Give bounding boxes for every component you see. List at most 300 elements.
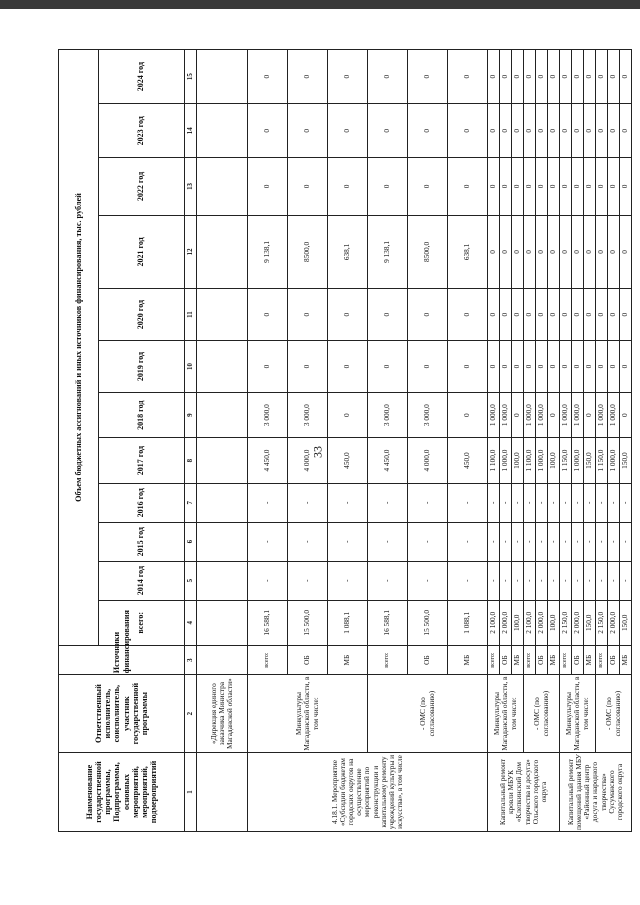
responsible-cell: - ОМС (по согласованию) (596, 675, 632, 753)
value-cell: 0 (512, 104, 524, 158)
col-num: 2 (185, 675, 197, 753)
value-cell: 0 (536, 341, 548, 393)
table-row (596, 50, 608, 832)
value-cell: 16 588,1 (368, 600, 408, 645)
value-cell (197, 158, 248, 215)
value-cell: - (488, 522, 500, 561)
value-cell: 1 000,0 (608, 392, 620, 437)
value-cell: - (596, 561, 608, 600)
value-cell: - (328, 522, 368, 561)
value-cell: 0 (584, 289, 596, 341)
value-cell (197, 289, 248, 341)
value-cell: 0 (368, 104, 408, 158)
value-cell: - (560, 561, 572, 600)
value-cell: 1 000,0 (572, 392, 584, 437)
source-cell: всего: (248, 646, 288, 675)
value-cell: 4 450,0 (368, 438, 408, 483)
page-number: 33 (310, 446, 325, 458)
header-year-2021: 2021 год (99, 215, 185, 289)
value-cell: 0 (548, 158, 560, 215)
value-cell: 1 000,0 (596, 392, 608, 437)
value-cell: - (500, 561, 512, 600)
source-cell: МБ (584, 646, 596, 675)
source-cell: всего: (560, 646, 572, 675)
value-cell: - (328, 483, 368, 522)
value-cell (197, 522, 248, 561)
value-cell (197, 438, 248, 483)
source-cell: МБ (548, 646, 560, 675)
value-cell: - (596, 522, 608, 561)
value-cell: 0 (328, 50, 368, 104)
value-cell: 0 (248, 341, 288, 393)
value-cell: 0 (500, 215, 512, 289)
value-cell: - (596, 483, 608, 522)
source-cell: всего: (488, 646, 500, 675)
col-num: 7 (185, 483, 197, 522)
value-cell: 0 (560, 289, 572, 341)
value-cell: - (500, 522, 512, 561)
table-row (248, 50, 288, 832)
value-cell: 0 (488, 215, 500, 289)
value-cell: 4 000,0 (408, 438, 448, 483)
value-cell: 2 100,0 (488, 600, 500, 645)
value-cell: 0 (524, 50, 536, 104)
source-cell: ОБ (536, 646, 548, 675)
value-cell (197, 561, 248, 600)
value-cell: 4 450,0 (248, 438, 288, 483)
header-year-2024: 2024 год (99, 50, 185, 104)
value-cell: 3 000,0 (248, 392, 288, 437)
value-cell: - (368, 522, 408, 561)
value-cell: - (620, 522, 632, 561)
header-year-2014: 2014 год (99, 561, 185, 600)
header-total: всего: (99, 600, 185, 645)
value-cell: 1 000,0 (488, 392, 500, 437)
value-cell: 0 (368, 50, 408, 104)
col-num: 9 (185, 392, 197, 437)
value-cell: - (560, 483, 572, 522)
value-cell: 0 (584, 50, 596, 104)
value-cell: 0 (620, 50, 632, 104)
header-year-2023: 2023 год (99, 104, 185, 158)
value-cell: 0 (488, 50, 500, 104)
value-cell: 0 (572, 341, 584, 393)
value-cell: 0 (408, 104, 448, 158)
value-cell: 0 (248, 158, 288, 215)
value-cell: 0 (408, 50, 448, 104)
value-cell: 0 (328, 158, 368, 215)
value-cell: 0 (512, 158, 524, 215)
source-cell: всего: (368, 646, 408, 675)
value-cell: 0 (448, 392, 488, 437)
value-cell: 0 (596, 289, 608, 341)
value-cell: 9 138,1 (248, 215, 288, 289)
value-cell: - (608, 522, 620, 561)
value-cell: - (536, 483, 548, 522)
source-cell: ОБ (408, 646, 448, 675)
value-cell: 0 (488, 341, 500, 393)
responsible-cell: - ОМС (по согласованию) (524, 675, 560, 753)
value-cell: 1 000,0 (560, 392, 572, 437)
header-source: Источники финансирования (59, 646, 185, 675)
value-cell: - (448, 561, 488, 600)
value-cell: 0 (288, 289, 328, 341)
value-cell: 0 (536, 215, 548, 289)
value-cell: 0 (524, 158, 536, 215)
source-cell: ОБ (500, 646, 512, 675)
value-cell (197, 341, 248, 393)
col-num: 4 (185, 600, 197, 645)
value-cell: 0 (512, 215, 524, 289)
source-cell: МБ (448, 646, 488, 675)
col-num: 5 (185, 561, 197, 600)
col-num: 10 (185, 341, 197, 393)
source-cell: ОБ (608, 646, 620, 675)
value-cell: 0 (608, 341, 620, 393)
value-cell: 0 (408, 158, 448, 215)
value-cell: 0 (500, 341, 512, 393)
source-cell: МБ (328, 646, 368, 675)
value-cell: 0 (596, 50, 608, 104)
value-cell: 1 000,0 (524, 392, 536, 437)
value-cell: 2 150,0 (560, 600, 572, 645)
rotated-table-wrapper (58, 49, 630, 832)
value-cell: 450,0 (328, 438, 368, 483)
value-cell: - (572, 522, 584, 561)
value-cell (197, 50, 248, 104)
value-cell: 1 100,0 (488, 438, 500, 483)
value-cell: 2 100,0 (524, 600, 536, 645)
table-row (524, 50, 536, 832)
value-cell: 0 (448, 289, 488, 341)
value-cell: - (408, 522, 448, 561)
value-cell: 0 (512, 50, 524, 104)
value-cell: 0 (560, 158, 572, 215)
value-cell: 0 (596, 158, 608, 215)
value-cell: 0 (620, 215, 632, 289)
source-cell: всего: (596, 646, 608, 675)
value-cell: 100,0 (548, 600, 560, 645)
value-cell (197, 104, 248, 158)
value-cell: - (288, 483, 328, 522)
value-cell: 9 138,1 (368, 215, 408, 289)
responsible-cell: Минкультуры Магаданской области, в том числе: (248, 675, 368, 753)
value-cell: - (524, 522, 536, 561)
value-cell: 0 (536, 50, 548, 104)
value-cell: 0 (328, 341, 368, 393)
value-cell: 0 (524, 215, 536, 289)
value-cell: 0 (620, 104, 632, 158)
col-num: 6 (185, 522, 197, 561)
table-row (488, 50, 500, 832)
value-cell: 150,0 (620, 438, 632, 483)
value-cell: - (620, 483, 632, 522)
financing-table (58, 49, 632, 832)
value-cell: 3 000,0 (368, 392, 408, 437)
value-cell: 0 (596, 341, 608, 393)
value-cell: - (328, 561, 368, 600)
value-cell: 100,0 (548, 438, 560, 483)
value-cell: - (408, 561, 448, 600)
value-cell: 0 (560, 50, 572, 104)
value-cell: 0 (608, 289, 620, 341)
responsible-cell: Минкультуры Магаданской области, в том числе: (488, 675, 524, 753)
value-cell: 0 (572, 50, 584, 104)
table-row (197, 50, 248, 832)
header-year-2016: 2016 год (99, 483, 185, 522)
value-cell: 0 (328, 289, 368, 341)
value-cell: - (488, 561, 500, 600)
value-cell: 0 (608, 158, 620, 215)
value-cell: 0 (512, 341, 524, 393)
value-cell: 15 500,0 (408, 600, 448, 645)
header-volume: Объем бюджетных ассигнований и иных источников финансирования, тыс. рублей (59, 50, 99, 646)
col-num: 3 (185, 646, 197, 675)
value-cell: 0 (448, 158, 488, 215)
value-cell: 3 000,0 (288, 392, 328, 437)
value-cell: 0 (620, 289, 632, 341)
value-cell: 8500,0 (408, 215, 448, 289)
responsible-cell: «Дирекция единого заказчика Министра Магаданской области» (197, 675, 248, 753)
value-cell: 0 (620, 341, 632, 393)
value-cell: - (584, 561, 596, 600)
value-cell: - (248, 522, 288, 561)
value-cell: 2 150,0 (596, 600, 608, 645)
value-cell: 0 (368, 341, 408, 393)
value-cell: 1 150,0 (596, 438, 608, 483)
value-cell: - (288, 561, 328, 600)
value-cell: - (548, 561, 560, 600)
source-cell: ОБ (572, 646, 584, 675)
value-cell: - (548, 483, 560, 522)
value-cell: 0 (448, 104, 488, 158)
value-cell: 0 (248, 104, 288, 158)
value-cell: 100,0 (512, 600, 524, 645)
value-cell: 0 (608, 104, 620, 158)
value-cell: 2 000,0 (572, 600, 584, 645)
value-cell: 0 (620, 158, 632, 215)
col-num: 8 (185, 438, 197, 483)
value-cell: 0 (288, 50, 328, 104)
value-cell: 0 (368, 289, 408, 341)
value-cell: 0 (500, 104, 512, 158)
value-cell: 2 000,0 (608, 600, 620, 645)
value-cell: 0 (448, 50, 488, 104)
value-cell: - (524, 483, 536, 522)
header-year-2020: 2020 год (99, 289, 185, 341)
header-year-2019: 2019 год (99, 341, 185, 393)
value-cell: 16 588,1 (248, 600, 288, 645)
value-cell: 100,0 (512, 438, 524, 483)
value-cell: 0 (548, 50, 560, 104)
value-cell: 638,1 (448, 215, 488, 289)
value-cell: 150,0 (620, 600, 632, 645)
value-cell (197, 600, 248, 645)
value-cell: - (500, 483, 512, 522)
value-cell: 1 000,0 (500, 392, 512, 437)
value-cell: 0 (560, 341, 572, 393)
value-cell: - (512, 522, 524, 561)
value-cell: - (608, 561, 620, 600)
value-cell: 3 000,0 (408, 392, 448, 437)
value-cell: 0 (584, 158, 596, 215)
value-cell: - (620, 561, 632, 600)
value-cell: - (288, 522, 328, 561)
value-cell: 0 (548, 215, 560, 289)
value-cell (197, 215, 248, 289)
value-cell: 2 000,0 (536, 600, 548, 645)
value-cell: 638,1 (328, 215, 368, 289)
value-cell: 0 (572, 158, 584, 215)
value-cell: - (368, 561, 408, 600)
value-cell: 0 (512, 392, 524, 437)
value-cell: 0 (548, 104, 560, 158)
value-cell: - (448, 483, 488, 522)
value-cell: 1 000,0 (608, 438, 620, 483)
col-num: 13 (185, 158, 197, 215)
value-cell: 0 (328, 392, 368, 437)
value-cell: 0 (536, 104, 548, 158)
value-cell: 0 (524, 341, 536, 393)
value-cell: - (512, 561, 524, 600)
value-cell: 0 (488, 158, 500, 215)
header-year-2015: 2015 год (99, 522, 185, 561)
value-cell: 0 (536, 158, 548, 215)
value-cell: 0 (620, 392, 632, 437)
source-cell: МБ (512, 646, 524, 675)
value-cell: 0 (596, 104, 608, 158)
value-cell: - (584, 522, 596, 561)
value-cell: 0 (536, 289, 548, 341)
header-year-2018: 2018 год (99, 392, 185, 437)
top-border-line (0, 0, 640, 9)
value-cell: 0 (548, 392, 560, 437)
value-cell: 2 000,0 (500, 600, 512, 645)
value-cell: 0 (584, 392, 596, 437)
value-cell: - (548, 522, 560, 561)
value-cell: - (572, 483, 584, 522)
value-cell: - (536, 561, 548, 600)
source-cell: всего: (524, 646, 536, 675)
value-cell: 1 150,0 (560, 438, 572, 483)
value-cell (197, 483, 248, 522)
value-cell: 1 088,1 (328, 600, 368, 645)
responsible-cell: Минкультуры Магаданской области, в том числе: (560, 675, 596, 753)
value-cell: 0 (288, 341, 328, 393)
value-cell: 1 088,1 (448, 600, 488, 645)
col-num: 15 (185, 50, 197, 104)
source-cell (197, 646, 248, 675)
value-cell: - (448, 522, 488, 561)
value-cell: 0 (572, 289, 584, 341)
header-year-2017: 2017 год (99, 438, 185, 483)
value-cell: 0 (248, 289, 288, 341)
value-cell: 0 (500, 50, 512, 104)
value-cell: 0 (288, 104, 328, 158)
value-cell: 0 (328, 104, 368, 158)
value-cell: 0 (408, 289, 448, 341)
value-cell: - (512, 483, 524, 522)
program-name-cell: Капитальный ремонт помещений здания МБУ «Районный центр досуга и народного творчества» Сусуманского городского округа (560, 753, 632, 832)
value-cell: 0 (560, 215, 572, 289)
value-cell: - (248, 561, 288, 600)
value-cell: 0 (368, 158, 408, 215)
value-cell: - (536, 522, 548, 561)
value-cell: - (572, 561, 584, 600)
value-cell: 0 (596, 215, 608, 289)
value-cell: - (584, 483, 596, 522)
value-cell: 0 (572, 215, 584, 289)
program-name-cell: Капитальный ремонт кровли МБУК «Клепкинский Дом творчества и досуга» Ольского городского округа (488, 753, 560, 832)
value-cell: 0 (608, 215, 620, 289)
value-cell: 0 (548, 289, 560, 341)
value-cell: 0 (488, 289, 500, 341)
source-cell: МБ (620, 646, 632, 675)
value-cell: 0 (584, 104, 596, 158)
value-cell: 0 (548, 341, 560, 393)
name-cell (197, 753, 248, 832)
value-cell: - (248, 483, 288, 522)
col-num: 11 (185, 289, 197, 341)
column-number-row (185, 50, 197, 832)
responsible-cell: - ОМС (по согласованию) (368, 675, 488, 753)
value-cell: 0 (408, 341, 448, 393)
col-num: 12 (185, 215, 197, 289)
value-cell: 0 (524, 289, 536, 341)
value-cell: 4 000,0 (288, 438, 328, 483)
value-cell: 1 000,0 (500, 438, 512, 483)
value-cell: - (368, 483, 408, 522)
value-cell: 15 500,0 (288, 600, 328, 645)
value-cell: - (408, 483, 448, 522)
value-cell: 0 (572, 104, 584, 158)
header-responsible: Ответственный исполнитель, соисполнитель, участник государственной программы (59, 675, 185, 753)
value-cell: 1 000,0 (536, 438, 548, 483)
value-cell: 0 (608, 50, 620, 104)
value-cell: 150,0 (584, 438, 596, 483)
value-cell: 0 (500, 158, 512, 215)
col-num: 14 (185, 104, 197, 158)
value-cell: - (488, 483, 500, 522)
value-cell: 0 (500, 289, 512, 341)
value-cell: 0 (560, 104, 572, 158)
value-cell: 1 000,0 (572, 438, 584, 483)
value-cell: - (608, 483, 620, 522)
table-row (368, 50, 408, 832)
value-cell: 0 (512, 289, 524, 341)
program-name-cell: 4.18.1. Мероприятие «Субсидии бюджетам городских округов на осуществление мероприятий по реконструкции и капитальному ремонту учреждений культуры и искусства», в том числе (248, 753, 488, 832)
value-cell: - (560, 522, 572, 561)
value-cell: 0 (488, 104, 500, 158)
value-cell: 150,0 (584, 600, 596, 645)
value-cell: 450,0 (448, 438, 488, 483)
table-row (560, 50, 572, 832)
value-cell: 0 (584, 215, 596, 289)
value-cell: 1 000,0 (536, 392, 548, 437)
value-cell: 0 (584, 341, 596, 393)
value-cell: 0 (288, 158, 328, 215)
value-cell: - (524, 561, 536, 600)
source-cell: ОБ (288, 646, 328, 675)
header-name: Наименование государственной программы, Подпрограммы, основных мероприятий, мероприятий, подмероприятий (59, 753, 185, 832)
value-cell (197, 392, 248, 437)
value-cell: 1 100,0 (524, 438, 536, 483)
value-cell: 0 (248, 50, 288, 104)
header-year-2022: 2022 год (99, 158, 185, 215)
value-cell: 8500,0 (288, 215, 328, 289)
value-cell: 0 (448, 341, 488, 393)
col-num: 1 (185, 753, 197, 832)
